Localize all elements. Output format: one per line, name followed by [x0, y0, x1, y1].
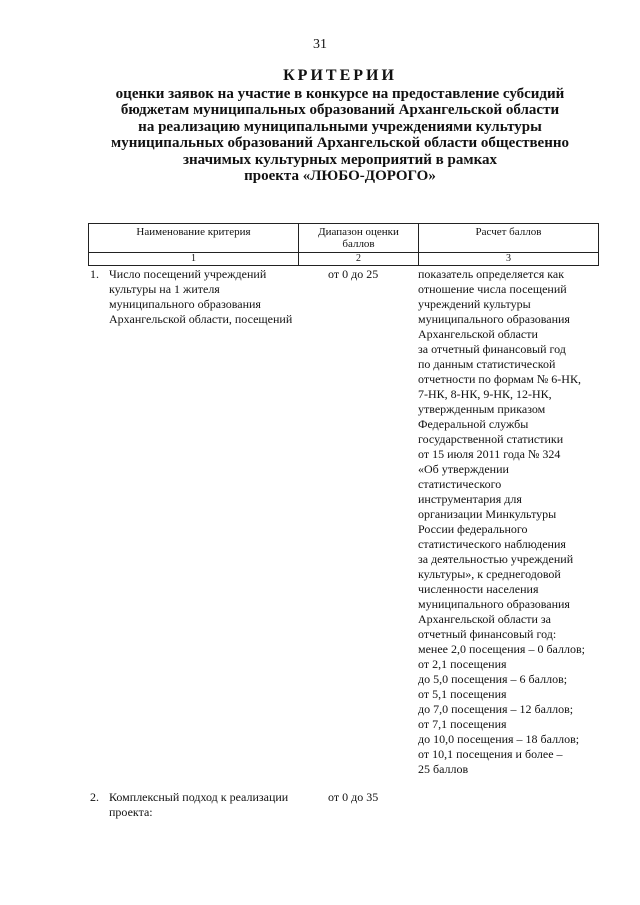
title-line: значимых культурных мероприятий в рамках	[183, 151, 497, 168]
calc-line: культуры», к среднегодовой	[418, 567, 561, 581]
calc-line: отчетный финансовый год:	[418, 627, 557, 641]
row-number: 1.	[90, 267, 99, 281]
criteria-table-header	[88, 223, 599, 266]
title-heading: КРИТЕРИИ	[283, 67, 397, 84]
calc-line: организации Минкультуры	[418, 507, 557, 521]
calc-line: численности населения	[418, 582, 539, 596]
calc-line: утвержденным приказом	[418, 402, 546, 416]
title-line: проекта «ЛЮБО-ДОРОГО»	[244, 168, 436, 184]
criteria-rows	[88, 267, 608, 819]
score-range: от 0 до 25	[328, 267, 379, 281]
calc-line: от 5,1 посещения	[418, 687, 507, 701]
calc-line: муниципального образования	[418, 312, 570, 326]
calc-line: статистического наблюдения	[418, 537, 566, 551]
calc-line: от 7,1 посещения	[418, 717, 507, 731]
title-line: бюджетам муниципальных образований Архангельской области	[120, 102, 560, 118]
calc-line: отношение числа посещений	[418, 282, 567, 296]
calc-line: Архангельской области	[418, 327, 538, 341]
score-calculation	[418, 267, 608, 777]
header-row	[89, 224, 599, 253]
calc-line: 7-НК, 8-НК, 9-НК, 12-НК,	[418, 387, 552, 401]
calc-line: 25 баллов	[418, 762, 469, 776]
criterion-name: Комплексный подход к реализации проекта:	[109, 790, 289, 819]
table-row	[88, 790, 608, 820]
title-line: на реализацию муниципальными учреждениями культуры	[138, 118, 542, 135]
calc-line: муниципального образования	[418, 597, 570, 611]
calc-line: от 2,1 посещения	[418, 657, 507, 671]
calc-line: Федеральной службы	[418, 417, 529, 431]
calc-line: показатель определяется как	[418, 267, 565, 281]
column-number: 2	[299, 253, 419, 266]
header-score-range: Диапазон оценки баллов	[299, 224, 419, 253]
calc-line: от 15 июля 2011 года № 324	[418, 447, 561, 461]
calc-line: от 10,1 посещения и более –	[418, 747, 563, 761]
calc-line: «Об утверждении	[418, 462, 509, 476]
header-score-calculation: Расчет баллов	[419, 224, 599, 253]
title-line: муниципальных образований Архангельской области общественно	[111, 135, 569, 151]
calc-line: до 7,0 посещения – 12 баллов;	[418, 702, 574, 716]
calc-line: до 5,0 посещения – 6 баллов;	[418, 672, 568, 686]
calc-line: по данным статистической	[418, 357, 556, 371]
calc-line: за отчетный финансовый год	[418, 342, 566, 356]
score-range: от 0 до 35	[328, 790, 379, 804]
criterion-name: Число посещений учреждений культуры на 1 жителя муниципального образования Архангельской области, посещений	[109, 267, 293, 326]
page-number: 31	[313, 37, 327, 52]
row-number: 2.	[90, 790, 99, 804]
table-row	[88, 267, 608, 776]
calc-line: инструментария для	[418, 492, 522, 506]
title-line: оценки заявок на участие в конкурсе на предоставление субсидий	[115, 85, 565, 102]
calc-line: менее 2,0 посещения – 0 баллов;	[418, 642, 585, 656]
document-title	[80, 68, 600, 185]
calc-line: учреждений культуры	[418, 297, 531, 311]
calc-line: до 10,0 посещения – 18 баллов;	[418, 732, 580, 746]
calc-line: за деятельностью учреждений	[418, 552, 574, 566]
column-number: 3	[419, 253, 599, 266]
calc-line: отчетности по формам № 6-НК,	[418, 372, 581, 386]
header-criterion-name: Наименование критерия	[89, 224, 299, 253]
calc-line: Архангельской области за	[418, 612, 551, 626]
calc-line: статистического	[418, 477, 502, 491]
calc-line: государственной статистики	[418, 432, 564, 446]
column-number: 1	[89, 253, 299, 266]
calc-line: России федерального	[418, 522, 528, 536]
column-number-row	[89, 253, 599, 266]
